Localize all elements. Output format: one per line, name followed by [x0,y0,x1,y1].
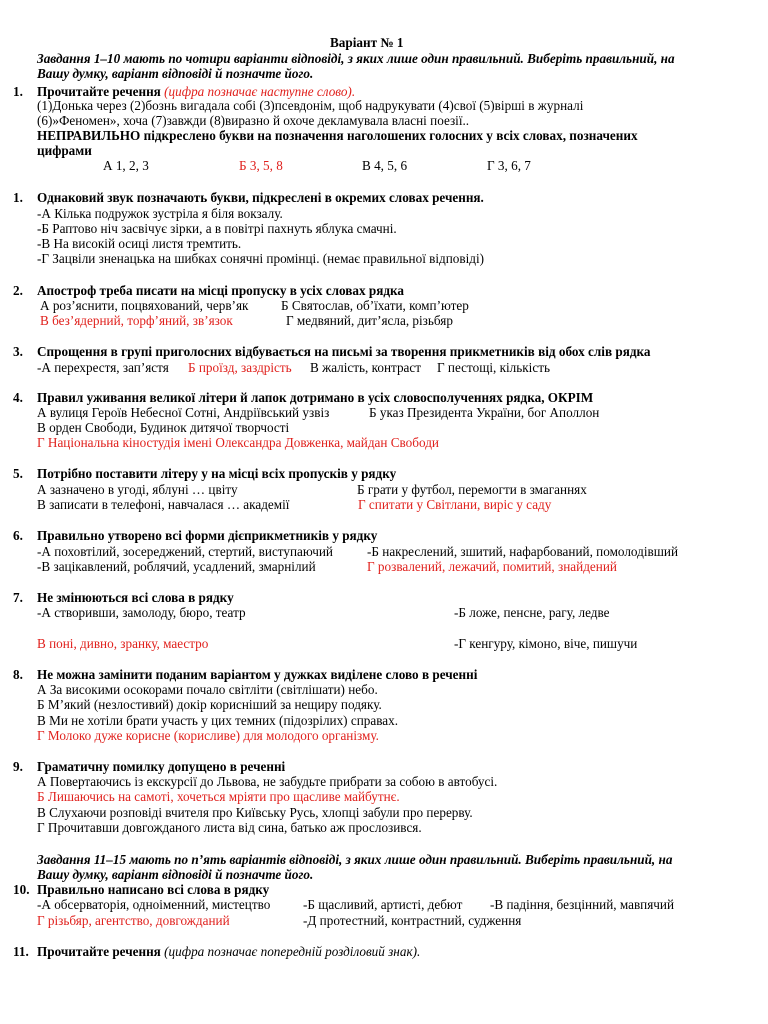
q9-option-d[interactable]: Г Молоко дуже корисне (корисливе) для молодого організму. [37,728,379,743]
q10-option-c[interactable]: В Слухаючи розповіді вчителя про Київську Русь, хлопці забули про перерву. [37,805,473,820]
q6-option-d[interactable]: Г спитати у Світлани, виріс у саду [358,497,552,512]
q1-line4: цифрами [37,143,92,158]
q9-option-c[interactable]: В Ми не хотіли брати участь у цих темних (підозрілих) справах. [37,713,399,728]
q11-number: 10. [13,882,30,897]
q10-option-b[interactable]: Б Лишаючись на самоті, хочеться мріяти про щасливе майбутнє. [37,789,400,804]
q1-line1: (1)Донька через (2)бознь вигадала собі (3)псевдонім, щоб надрукувати (4)свої (5)вірші в журналі [37,98,584,113]
q2-number: 1. [13,190,23,205]
q4-number: 3. [13,344,23,359]
q9-option-a[interactable]: А За високими осокорами почало світліти (світлішати) небо. [37,682,378,697]
q5-option-d[interactable]: Г Національна кіностудія імені Олександра Довженка, майдан Свободи [37,435,439,450]
q3-number: 2. [13,283,23,298]
q3-option-d[interactable]: Г медвяний, дит’ясла, різьбяр [286,313,453,328]
q10-heading: Граматичну помилку допущено в реченні [37,759,286,774]
q5-option-b[interactable]: Б указ Президента України, бог Аполлон [369,405,600,420]
q10-number: 9. [13,759,23,774]
q1-option-b[interactable]: Б 3, 5, 8 [239,158,283,173]
q7-number: 6. [13,528,23,543]
q6-option-c[interactable]: В записати в телефоні, навчалася … академії [37,497,290,512]
q5-option-c[interactable]: В орден Свободи, Будинок дитячої творчості [37,420,290,435]
q12-number: 11. [13,944,29,959]
q7-option-c[interactable]: -В зацікавлений, роблячий, усадлений, змарнілий [37,559,316,574]
q11-option-a[interactable]: -А обсерваторія, одноіменний, мистецтво [37,897,271,912]
q11-option-c[interactable]: -В падіння, безцінний, мавпячий [490,897,675,912]
q3-option-a[interactable]: А роз’яснити, поцвяхований, черв’як [40,298,249,313]
q2-option-d[interactable]: -Г Зацвіли зненацька на шибках сонячні промінці. (немає правильної відповіді) [37,251,485,266]
q2-option-a[interactable]: -А Кілька подружок зустріла я біля вокзалу. [37,206,283,221]
q1-line3: НЕПРАВИЛЬНО підкреслено букви на позначення наголошених голосних у всіх словах, позначених [37,128,638,143]
q2-heading: Однаковий звук позначають букви, підкреслені в окремих словах речення. [37,190,484,205]
q6-option-a[interactable]: А зазначено в угоді, яблуні … цвіту [37,482,238,497]
q10-option-a[interactable]: А Повертаючись із екскурсії до Львова, не забудьте прибрати за собою в автобусі. [37,774,498,789]
q3-option-c[interactable]: В без’ядерний, торф’яний, зв’язок [40,313,233,328]
q1-option-c[interactable]: В 4, 5, 6 [362,158,408,173]
q10-option-d[interactable]: Г Прочитавши довгожданого листа від сина, батько аж прослозився. [37,820,422,835]
q4-option-a[interactable]: -А перехрестя, зап’ястя [37,360,169,375]
q1-option-a[interactable]: А 1, 2, 3 [103,158,149,173]
q5-heading: Правил уживання великої літери й лапок дотримано в усіх словосполученнях рядка, ОКРІМ [37,390,594,405]
q1-heading: Прочитайте речення (цифра позначає наступне слово). [37,84,356,99]
q9-number: 8. [13,667,23,682]
q11-heading: Правильно написано всі слова в рядку [37,882,270,897]
q8-option-a[interactable]: -А створивши, замолоду, бюро, театр [37,605,246,620]
q6-heading: Потрібно поставити літеру у на місці всіх пропусків у рядку [37,466,397,481]
q4-option-c[interactable]: В жалість, контраст [310,360,422,375]
q1-number: 1. [13,84,23,99]
q7-option-d[interactable]: Г розвалений, лежачий, помитий, знайдений [367,559,617,574]
q2-option-b[interactable]: -Б Раптово ніч засвічує зірки, а в повітрі пахнуть яблука смачні. [37,221,397,236]
intro-1b: Вашу думку, варіант відповіді й позначте його. [37,66,314,81]
q11-option-e[interactable]: -Д протестний, контрастний, судження [303,913,522,928]
q8-option-d[interactable]: -Г кенгуру, кімоно, віче, пишучи [454,636,638,651]
q4-option-d[interactable]: Г пестощі, кількість [437,360,550,375]
intro-2: Завдання 11–15 мають по п’ять варіантів відповіді, з яких лише один правильний. Виберіть правильний, на [37,852,673,867]
q8-heading: Не змінюються всі слова в рядку [37,590,234,605]
q2-option-c[interactable]: -В На високій осиці листя тремтить. [37,236,242,251]
q5-number: 4. [13,390,23,405]
q9-option-b[interactable]: Б М’який (незлостивий) докір корисніший за нещиру подяку. [37,697,382,712]
intro-2b: Вашу думку, варіант відповіді й позначте його. [37,867,314,882]
q4-option-b[interactable]: Б проїзд, заздрість [188,360,292,375]
q11-option-b[interactable]: -Б щасливий, артисті, дебют [303,897,463,912]
q7-option-b[interactable]: -Б накреслений, зшитий, нафарбований, помолодівший [367,544,679,559]
intro-1: Завдання 1–10 мають по чотири варіанти відповіді, з яких лише один правильний. Виберіть правильний, на [37,51,675,66]
q5-option-a[interactable]: А вулиця Героїв Небесної Сотні, Андріївський узвіз [37,405,330,420]
q3-option-b[interactable]: Б Святослав, об’їхати, комп’ютер [281,298,469,313]
q8-number: 7. [13,590,23,605]
q7-option-a[interactable]: -А поховтілий, зосереджений, стертий, виступаючий [37,544,333,559]
q8-option-c[interactable]: В поні, дивно, зранку, маестро [37,636,209,651]
q9-heading: Не можна замінити поданим варіантом у дужках виділене слово в реченні [37,667,478,682]
q6-number: 5. [13,466,23,481]
variant-title: Варіант № 1 [330,35,404,50]
q3-heading: Апостроф треба писати на місці пропуску в усіх словах рядка [37,283,404,298]
q7-heading: Правильно утворено всі форми дієприкметників у рядку [37,528,378,543]
q6-option-b[interactable]: Б грати у футбол, перемогти в змаганнях [357,482,587,497]
q1-line2: (6)»Феномен», хоча (7)завжди (8)виразно й охоче декламувала власні поезії.. [37,113,470,128]
q12-heading: Прочитайте речення (цифра позначає попередній розділовий знак). [37,944,421,959]
q11-option-d[interactable]: Г різьбяр, агентство, довгожданий [37,913,230,928]
q4-heading: Спрощення в групі приголосних відбувається на письмі за творення прикметників від обох слів рядка [37,344,651,359]
q1-option-d[interactable]: Г 3, 6, 7 [487,158,531,173]
q8-option-b[interactable]: -Б ложе, пенсне, рагу, ледве [454,605,610,620]
